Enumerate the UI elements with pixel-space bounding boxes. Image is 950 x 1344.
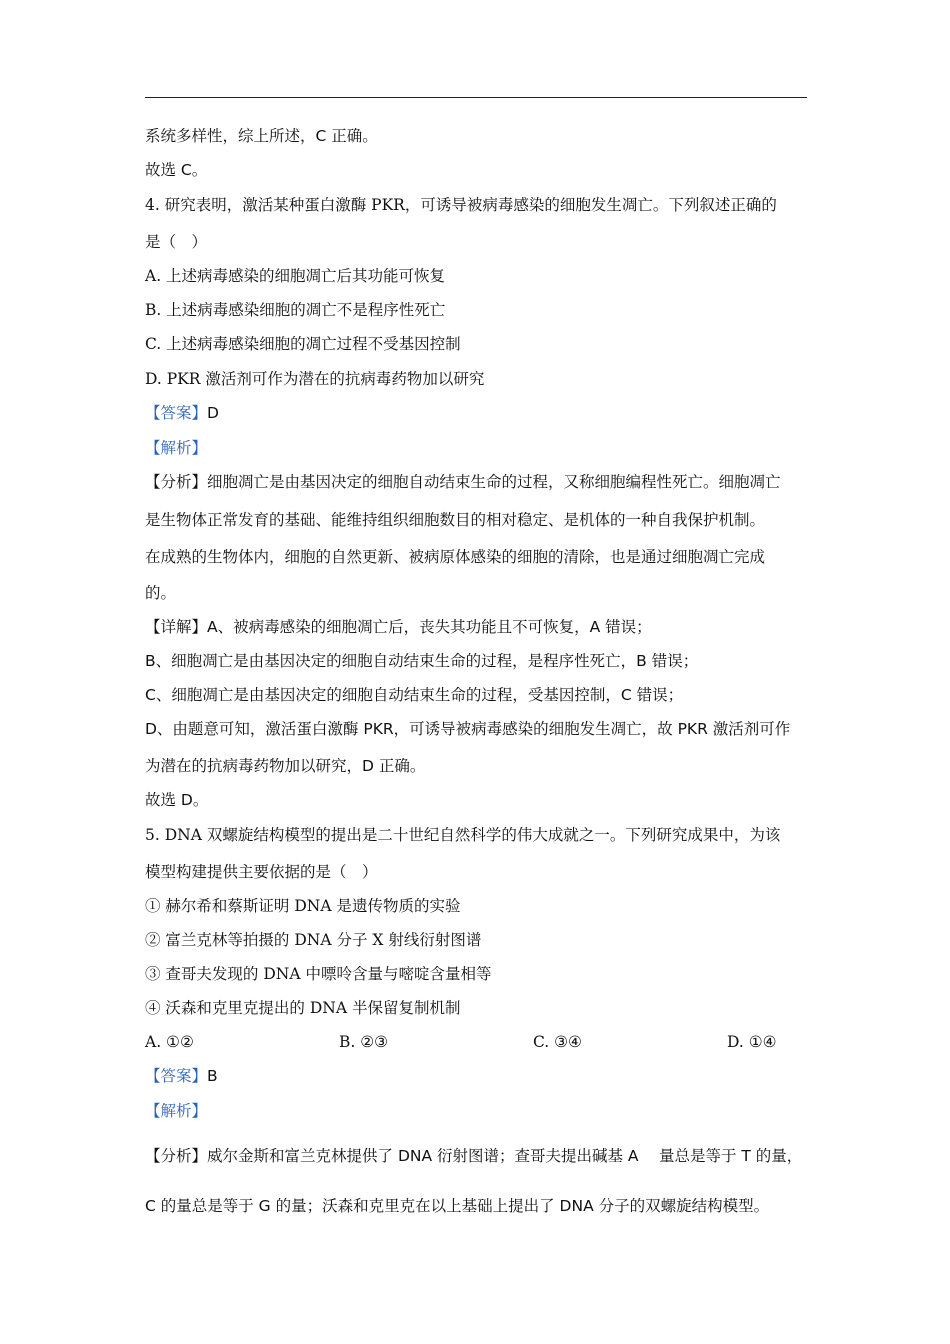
xiangjie-row [145,617,652,637]
fenxi-row [145,1146,802,1166]
q5-option-a: A. ①② [145,1033,194,1051]
answer-label: 【答案】 [145,1067,208,1085]
q5-option-b: B. ②③ [339,1033,389,1051]
text-line: D、由题意可知，激活蛋白激酶 PKR，可诱导被病毒感染的细胞发生凋亡，故 PKR 激活剂可作 [145,720,791,738]
option-c: C. 上述病毒感染细胞的凋亡过程不受基因控制 [145,335,461,353]
question-4-stem: 4. 研究表明，激活某种蛋白激酶 PKR，可诱导被病毒感染的细胞发生凋亡。下列叙述正确的 [145,196,777,214]
fenxi-label: 【分析】 [145,1147,208,1165]
item-2: ② 富兰克林等拍摄的 DNA 分子 X 射线衍射图谱 [145,931,482,949]
header-rule [145,97,807,98]
text-line: 在成熟的生物体内，细胞的自然更新、被病原体感染的细胞的清除，也是通过细胞凋亡完成 [145,548,766,566]
item-1: ① 赫尔希和蔡斯证明 DNA 是遗传物质的实验 [145,897,461,915]
answer-row-q5 [145,1066,218,1086]
question-4-stem-cont: 是（ ） [145,233,208,251]
analysis-label: 【解析】 [145,1102,208,1120]
item-3: ③ 查哥夫发现的 DNA 中嘌呤含量与嘧啶含量相等 [145,965,492,983]
text-line: 故选 C。 [145,161,208,179]
answer-row-q4 [145,403,219,423]
item-4: ④ 沃森和克里克提出的 DNA 半保留复制机制 [145,999,461,1017]
question-5-stem: 5. DNA 双螺旋结构模型的提出是二十世纪自然科学的伟大成就之一。下列研究成果中，为该 [145,826,781,844]
option-a: A. 上述病毒感染的细胞凋亡后其功能可恢复 [145,267,446,285]
option-d: D. PKR 激活剂可作为潜在的抗病毒药物加以研究 [145,370,485,388]
text-line: C、细胞凋亡是由基因决定的细胞自动结束生命的过程，受基因控制，C 错误； [145,686,684,704]
xiangjie-label: 【详解】 [145,618,208,636]
question-5-stem-cont: 模型构建提供主要依据的是（ ） [145,863,378,881]
analysis-label: 【解析】 [145,439,208,457]
text-line: 是生物体正常发育的基础、能维持组织细胞数目的相对稳定、是机体的一种自我保护机制。 [145,511,766,529]
text-line: B、细胞凋亡是由基因决定的细胞自动结束生命的过程，是程序性死亡，B 错误； [145,652,699,670]
answer-value: B [207,1067,218,1085]
answer-label: 【答案】 [145,404,208,422]
text-line: 系统多样性，综上所述，C 正确。 [145,127,378,145]
text-line: 故选 D。 [145,791,209,809]
text-line: 的。 [145,584,177,602]
answer-value: D [207,404,219,422]
xiangjie-text: A、被病毒感染的细胞凋亡后，丧失其功能且不可恢复，A 错误； [207,618,652,636]
text-line: 为潜在的抗病毒药物加以研究，D 正确。 [145,757,426,775]
fenxi-row [145,472,781,492]
fenxi-text: 细胞凋亡是由基因决定的细胞自动结束生命的过程，又称细胞编程性死亡。细胞凋亡 [207,473,781,491]
q5-option-c: C. ③④ [533,1033,582,1051]
option-b: B. 上述病毒感染细胞的凋亡不是程序性死亡 [145,301,446,319]
fenxi-text: 威尔金斯和富兰克林提供了 DNA 衍射图谱；查哥夫提出碱基 A 量总是等于 T 的量， [207,1147,803,1165]
fenxi-label: 【分析】 [145,473,208,491]
q5-option-d: D. ①④ [727,1033,777,1051]
text-line: C 的量总是等于 G 的量；沃森和克里克在以上基础上提出了 DNA 分子的双螺旋结构模型。 [145,1197,770,1215]
